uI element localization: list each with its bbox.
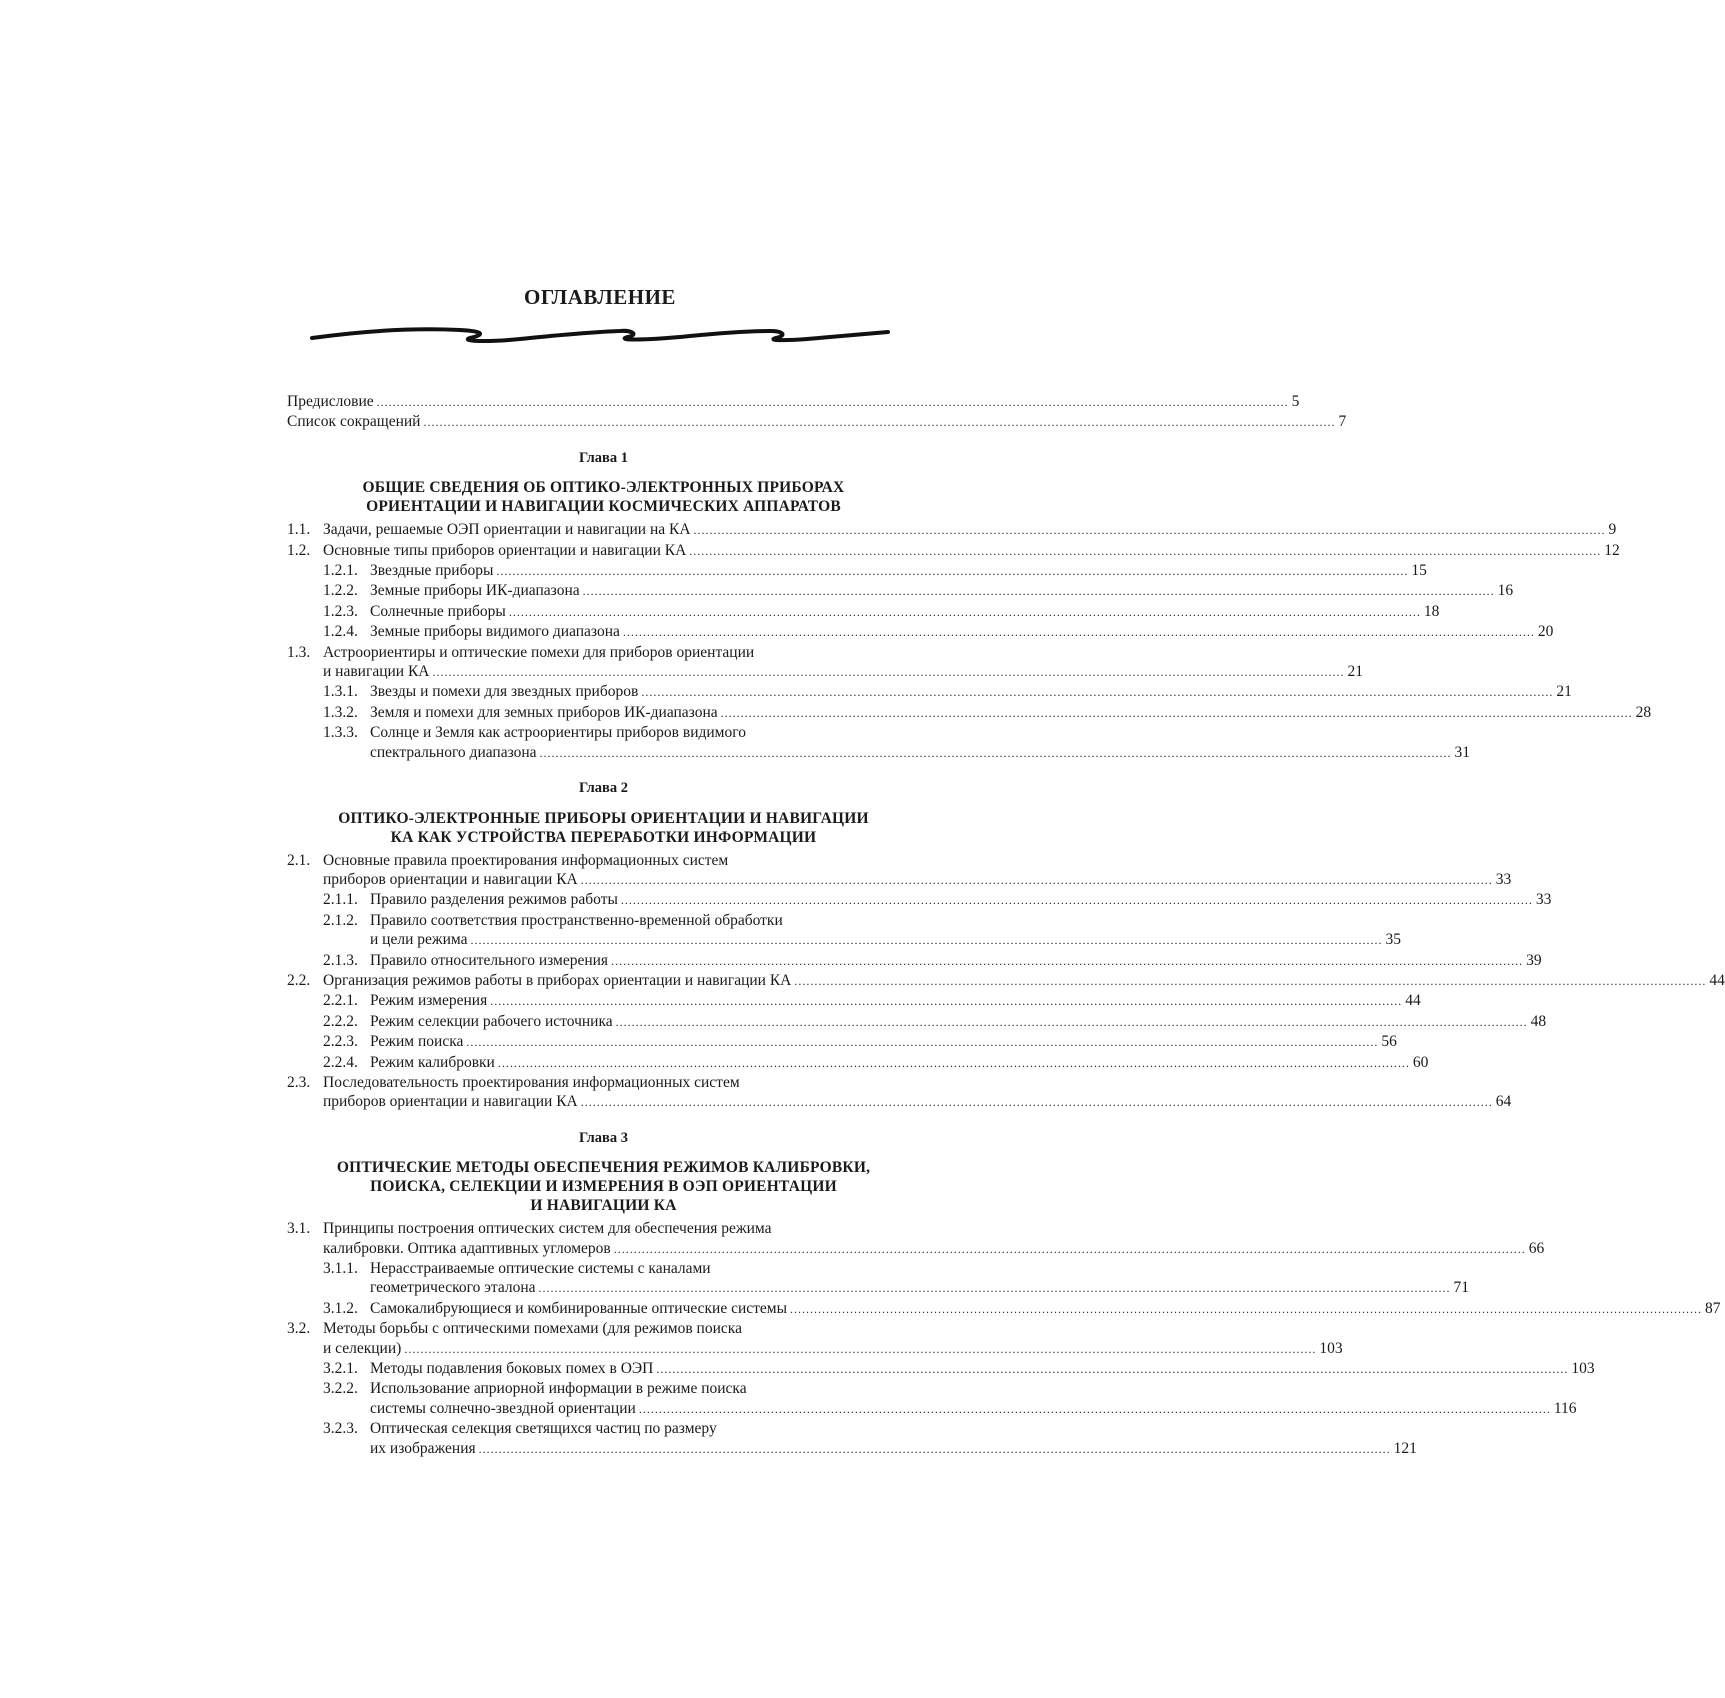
table-of-contents (287, 392, 1725, 1459)
dot-leader (540, 744, 1452, 763)
dot-leader (621, 891, 1533, 910)
section-number: 2.2.4. (323, 1053, 358, 1071)
toc-entry-line: Последовательность проектирования информационных систем (323, 1073, 740, 1091)
chapter-label: Глава 1 (579, 449, 628, 466)
toc-entry-body (323, 1219, 1545, 1259)
toc-entry[interactable] (287, 541, 1620, 561)
toc-leader-row (370, 1053, 1429, 1073)
chapter-section (287, 1129, 1721, 1459)
toc-entry-text: Режим измерения (370, 992, 488, 1010)
section-number: 1.2.2. (323, 582, 358, 600)
toc-entry[interactable] (287, 1073, 1512, 1113)
toc-page-number: 21 (1347, 663, 1363, 681)
section-number: 1.3.3. (323, 724, 358, 742)
section-number: 2.2.1. (323, 992, 358, 1010)
toc-entry-text: Режим поиска (370, 1033, 464, 1051)
section-number: 2.1.3. (323, 951, 358, 969)
section-number: 3.2.1. (323, 1360, 358, 1378)
toc-leader-row (323, 1339, 1343, 1359)
chapter-title-line: И НАВИГАЦИИ КА (530, 1197, 677, 1215)
toc-entry[interactable] (287, 951, 1542, 971)
toc-page-number: 44 (1709, 971, 1725, 989)
toc-entry-text: Звезды и помехи для звездных приборов (370, 683, 639, 701)
dot-leader (614, 1240, 1526, 1259)
toc-leader-row (370, 1359, 1595, 1379)
toc-entry[interactable] (287, 1379, 1577, 1419)
toc-entry[interactable] (287, 682, 1572, 702)
toc-entry[interactable] (287, 643, 1363, 683)
toc-entry[interactable] (287, 1032, 1397, 1052)
toc-entry-line: Методы борьбы с оптическими помехами (для режимов поиска (323, 1320, 742, 1338)
chapter-title (287, 1158, 920, 1215)
toc-entry-text: и селекции) (323, 1339, 402, 1357)
toc-entry-line: Основные правила проектирования информационных систем (323, 851, 729, 869)
chapter-title-line: КА КАК УСТРОЙСТВА ПЕРЕРАБОТКИ ИНФОРМАЦИИ (390, 828, 817, 846)
toc-page-number: 21 (1556, 683, 1572, 701)
chapter-title (287, 478, 920, 516)
toc-entry[interactable] (287, 991, 1421, 1011)
toc-entry[interactable] (287, 1259, 1470, 1299)
chapter-section (287, 779, 1725, 1113)
toc-leader-row (323, 662, 1363, 682)
toc-entry-text: Правило относительного измерения (370, 951, 609, 969)
dot-leader (581, 1093, 1493, 1112)
chapter-title (287, 809, 920, 847)
toc-page-number: 87 (1705, 1299, 1721, 1317)
toc-entry-body (370, 1053, 1429, 1073)
section-number: 3.1.1. (323, 1260, 358, 1277)
section-number: 1.2.3. (323, 602, 358, 620)
toc-leader-row (370, 561, 1427, 581)
dot-leader (581, 871, 1493, 890)
section-number: 1.2. (287, 541, 311, 559)
toc-leader-row (370, 602, 1440, 622)
toc-entry-text: приборов ориентации и навигации КА (323, 1093, 578, 1111)
toc-entry-line: Принципы построения оптических систем для обеспечения режима (323, 1220, 772, 1238)
dot-leader (433, 663, 1345, 682)
dot-leader (583, 582, 1495, 601)
toc-entry-body (370, 723, 1471, 763)
chapter-title-line: ОРИЕНТАЦИИ И НАВИГАЦИИ КОСМИЧЕСКИХ АППАРАТОВ (366, 498, 841, 516)
toc-entry-text: Список сокращений (287, 413, 421, 431)
toc-leader-row (370, 703, 1652, 723)
dot-leader (496, 562, 1408, 581)
toc-entry-body (323, 1073, 1512, 1113)
dot-leader (656, 1360, 1568, 1379)
toc-entry-body (323, 541, 1620, 561)
dot-leader (490, 992, 1402, 1011)
dot-leader (623, 623, 1535, 642)
toc-page-number: 12 (1604, 541, 1620, 559)
toc-entry-body (370, 991, 1421, 1011)
toc-leader-row (370, 1299, 1721, 1319)
toc-entry-text: системы солнечно-звездной ориентации (370, 1399, 636, 1417)
toc-page-number: 44 (1405, 992, 1421, 1010)
toc-entry[interactable] (287, 1419, 1417, 1459)
section-number: 2.2.2. (323, 1012, 358, 1030)
dot-leader (498, 1054, 1410, 1073)
toc-page-number: 121 (1393, 1439, 1417, 1457)
toc-leader-row (370, 743, 1471, 763)
toc-entry[interactable] (287, 971, 1725, 991)
toc-page-number: 39 (1526, 951, 1542, 969)
section-number: 2.3. (287, 1073, 311, 1091)
toc-entry-body (370, 682, 1572, 702)
chapter-entries (287, 520, 1652, 763)
toc-entry[interactable] (287, 890, 1552, 910)
toc-entry-text: Задачи, решаемые ОЭП ориентации и навигации на КА (323, 521, 691, 539)
toc-page-number: 18 (1423, 602, 1440, 620)
toc-entry-text: Земля и помехи для земных приборов ИК-диапазона (370, 703, 718, 721)
toc-entry-text: и навигации КА (323, 663, 430, 681)
chapter-entries (287, 851, 1725, 1113)
toc-entry-text: Организация режимов работы в приборах ориентации и навигации КА (323, 971, 792, 989)
toc-leader-row (370, 622, 1554, 642)
toc-entry-body (370, 581, 1514, 601)
front-matter-item[interactable] (287, 412, 1347, 432)
toc-entry-text: Самокалибрующиеся и комбинированные оптические системы (370, 1299, 788, 1317)
toc-leader-row (370, 581, 1514, 601)
chapter-entries (287, 1219, 1721, 1459)
toc-leader-row (370, 1032, 1397, 1052)
toc-entry[interactable] (287, 602, 1440, 622)
toc-entry-body (370, 890, 1552, 910)
chapter-label: Глава 3 (579, 1129, 628, 1146)
toc-entry-body (370, 1379, 1577, 1419)
section-number: 1.2.4. (323, 623, 358, 641)
dot-leader (794, 972, 1706, 991)
front-matter-item[interactable] (287, 392, 1300, 412)
toc-entry-body (370, 911, 1401, 951)
toc-page-number: 103 (1319, 1339, 1343, 1357)
section-number: 1.3.1. (323, 683, 358, 701)
toc-entry-body (370, 561, 1427, 581)
toc-leader-row (370, 890, 1552, 910)
toc-entry[interactable] (287, 561, 1427, 581)
toc-entry-text: Звездные приборы (370, 562, 494, 580)
toc-entry-body (370, 1299, 1721, 1319)
toc-entry-text: спектрального диапазона (370, 743, 537, 761)
section-number: 3.2. (287, 1320, 311, 1338)
toc-leader-row (323, 870, 1512, 890)
dot-leader (616, 1013, 1528, 1032)
toc-entry-text: Солнечные приборы (370, 602, 506, 620)
toc-page-number: 71 (1453, 1279, 1470, 1297)
dot-leader (404, 1340, 1316, 1359)
toc-entry-text: Режим калибровки (370, 1053, 495, 1071)
toc-entry-line: Солнце и Земля как астроориентиры приборов видимого (370, 724, 746, 742)
toc-entry-body (323, 1319, 1343, 1359)
toc-leader-row (323, 520, 1617, 540)
toc-page-number: 103 (1571, 1360, 1595, 1378)
toc-page-number: 116 (1553, 1399, 1577, 1417)
toc-entry[interactable] (287, 1012, 1547, 1032)
toc-entry-text: и цели режима (370, 931, 468, 949)
toc-entry[interactable] (287, 1319, 1343, 1359)
toc-entry-text: их изображения (370, 1439, 476, 1457)
chapter-title-line: ПОИСКА, СЕЛЕКЦИИ И ИЗМЕРЕНИЯ В ОЭП ОРИЕНТАЦИИ (370, 1178, 837, 1196)
toc-entry-text: Правило разделения режимов работы (370, 891, 618, 909)
toc-entry-text: Земные приборы ИК-диапазона (370, 582, 580, 600)
toc-entry[interactable] (287, 851, 1512, 891)
toc-entry-text: Основные типы приборов ориентации и навигации КА (323, 541, 687, 559)
toc-page-number: 33 (1535, 891, 1552, 909)
chapter-list (287, 449, 1725, 1459)
toc-entry[interactable] (287, 723, 1471, 763)
toc-entry[interactable] (287, 622, 1554, 642)
dot-leader (694, 521, 1606, 540)
toc-page-number: 9 (1608, 521, 1617, 539)
dot-leader (509, 603, 1421, 622)
toc-entry[interactable] (287, 1299, 1721, 1319)
decorative-wave-divider (310, 318, 890, 348)
section-number: 3.1.2. (323, 1299, 358, 1317)
toc-page-number: 15 (1411, 562, 1427, 580)
dot-leader (790, 1300, 1702, 1319)
dot-leader (479, 1440, 1391, 1459)
section-number: 2.1. (287, 851, 311, 869)
chapter-title-line: ОБЩИЕ СВЕДЕНИЯ ОБ ОПТИКО-ЭЛЕКТРОННЫХ ПРИБОРАХ (362, 479, 845, 497)
toc-entry-body (370, 1012, 1547, 1032)
toc-entry-body (370, 703, 1652, 723)
section-number: 1.3.2. (323, 703, 358, 721)
toc-entry-line: Использование априорной информации в режиме поиска (370, 1380, 747, 1398)
section-number: 1.1. (287, 521, 311, 539)
toc-entry-line: Астроориентиры и оптические помехи для приборов ориентации (323, 643, 755, 661)
toc-leader-row (323, 1239, 1545, 1259)
toc-page-number: 60 (1412, 1053, 1429, 1071)
toc-entry[interactable] (287, 1359, 1595, 1379)
toc-entry-body (323, 520, 1617, 540)
toc-leader-row (370, 991, 1421, 1011)
toc-entry-text: геометрического эталона (370, 1279, 536, 1297)
toc-entry-body (370, 1032, 1397, 1052)
toc-page-number: 20 (1537, 623, 1554, 641)
toc-entry-line: Оптическая селекция светящихся частиц по размеру (370, 1420, 717, 1438)
toc-leader-row (370, 1399, 1577, 1419)
toc-entry-body (323, 971, 1725, 991)
toc-page-number: 31 (1454, 743, 1471, 761)
section-number: 1.2.1. (323, 562, 358, 580)
page-title: ОГЛАВЛЕНИЕ (524, 285, 676, 309)
dot-leader (721, 704, 1633, 723)
chapter-section (287, 449, 1652, 763)
toc-leader-row (323, 541, 1620, 561)
toc-page-number: 48 (1530, 1012, 1547, 1030)
dot-leader (689, 542, 1601, 561)
chapter-title-line: ОПТИКО-ЭЛЕКТРОННЫЕ ПРИБОРЫ ОРИЕНТАЦИИ И НАВИГАЦИИ (338, 809, 869, 827)
section-number: 2.1.2. (323, 911, 358, 929)
toc-page-number: 64 (1495, 1093, 1512, 1111)
toc-entry-text: Земные приборы видимого диапазона (370, 623, 620, 641)
toc-leader-row (370, 930, 1401, 950)
toc-leader-row (370, 1439, 1417, 1459)
toc-entry[interactable] (287, 520, 1617, 540)
section-number: 3.2.3. (323, 1420, 358, 1438)
toc-leader-row (370, 682, 1572, 702)
toc-entry-text: калибровки. Оптика адаптивных угломеров (323, 1239, 611, 1257)
toc-entry-body (370, 951, 1542, 971)
chapter-title-line: ОПТИЧЕСКИЕ МЕТОДЫ ОБЕСПЕЧЕНИЯ РЕЖИМОВ КАЛИБРОВКИ, (336, 1159, 871, 1177)
toc-leader-row (370, 1278, 1470, 1298)
dot-leader (423, 413, 1335, 432)
toc-leader-row (370, 1012, 1547, 1032)
dot-leader (639, 1400, 1551, 1419)
section-number: 2.1.1. (323, 891, 358, 909)
toc-entry-body (370, 1359, 1595, 1379)
toc-entry-body (370, 1259, 1470, 1299)
dot-leader (611, 952, 1523, 971)
toc-entry-line: Правило соответствия пространственно-временной обработки (370, 911, 783, 929)
chapter-label: Глава 2 (579, 780, 628, 797)
toc-entry-text: Режим селекции рабочего источника (370, 1012, 613, 1030)
toc-page-number: 28 (1635, 703, 1652, 721)
section-number: 2.2. (287, 971, 311, 989)
section-number: 1.3. (287, 643, 311, 661)
toc-entry-line: Нерасстраиваемые оптические системы с каналами (370, 1260, 711, 1277)
dot-leader (377, 393, 1289, 412)
dot-leader (470, 931, 1382, 950)
toc-entry[interactable] (287, 911, 1401, 951)
dot-leader (466, 1033, 1378, 1052)
toc-leader-row (370, 951, 1542, 971)
front-matter (287, 392, 1347, 433)
toc-entry-text: приборов ориентации и навигации КА (323, 870, 578, 888)
toc-entry-text: Методы подавления боковых помех в ОЭП (370, 1360, 654, 1378)
toc-entry-body (370, 622, 1554, 642)
toc-page-number: 7 (1338, 413, 1347, 431)
toc-entry-body (370, 602, 1440, 622)
section-number: 3.1. (287, 1220, 311, 1238)
toc-page-number: 35 (1385, 931, 1401, 949)
toc-entry[interactable] (287, 703, 1652, 723)
toc-entry-text: Предисловие (287, 393, 374, 410)
toc-leader-row (323, 971, 1725, 991)
toc-entry[interactable] (287, 1219, 1545, 1259)
toc-page-number: 33 (1495, 870, 1512, 888)
toc-entry[interactable] (287, 1053, 1429, 1073)
toc-leader-row (323, 1092, 1512, 1112)
section-number: 2.2.3. (323, 1033, 358, 1051)
toc-entry[interactable] (287, 581, 1514, 601)
section-number: 3.2.2. (323, 1380, 358, 1398)
dot-leader (641, 683, 1553, 702)
toc-entry-body (323, 643, 1363, 683)
toc-page-number: 56 (1381, 1033, 1397, 1051)
toc-page-number: 5 (1291, 393, 1300, 410)
toc-entry-body (370, 1419, 1417, 1459)
toc-entry-body (323, 851, 1512, 891)
toc-page-number: 16 (1497, 582, 1514, 600)
toc-page-number: 66 (1528, 1239, 1545, 1257)
dot-leader (539, 1279, 1451, 1298)
